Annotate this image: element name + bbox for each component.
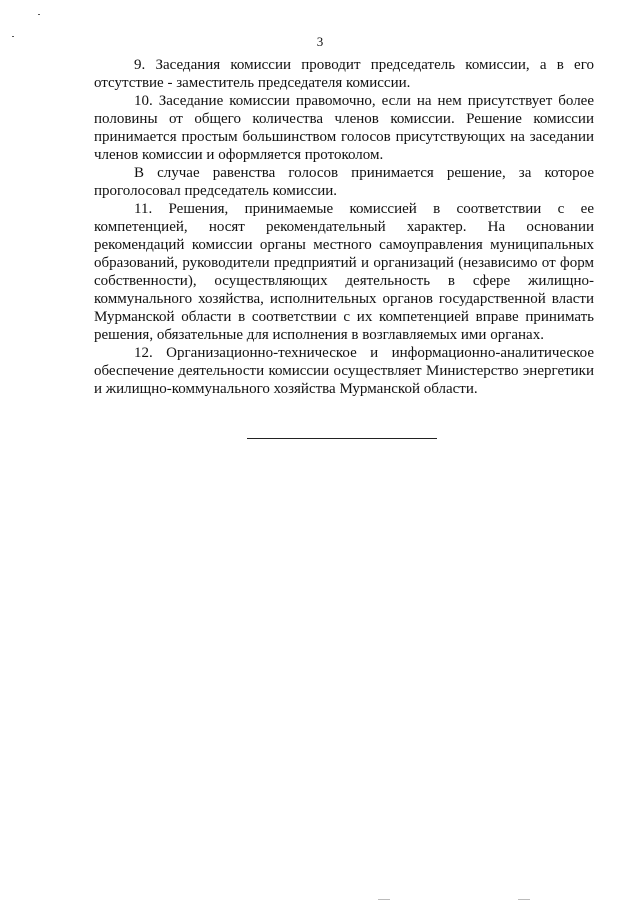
- paragraph-item-9: 9. Заседания комиссии проводит председатель комиссии, а в его отсутствие - заместитель председателя комиссии.: [94, 57, 594, 91]
- end-of-document-rule: [247, 438, 437, 439]
- scan-artifact: [378, 899, 390, 900]
- paragraph-item-12: 12. Организационно-техническое и информационно-аналитическое обеспечение деятельности комиссии осуществляет Министерство энергетики и жилищно-коммунального хозяйства Мурманской области.: [94, 345, 594, 397]
- paragraph-item-10: 10. Заседание комиссии правомочно, если на нем присутствует более половины от общего количества членов комиссии. Решение комиссии принимается простым большинством голосов присутствующих на заседании членов комиссии и оформляется протоколом.: [94, 93, 594, 163]
- scan-artifact: [38, 14, 40, 15]
- document-body: [94, 56, 594, 398]
- paragraph-item-11: 11. Решения, принимаемые комиссией в соответствии с ее компетенцией, носят рекомендательный характер. На основании рекомендаций комиссии органы местного самоуправления муниципальных образований, руководители предприятий и организаций (независимо от форм собственности), осуществляющих деятельность в сфере жилищно-коммунального хозяйства, исполнительных органов государственной власти Мурманской области в соответствии с их компетенцией вправе принимать решения, обязательные для исполнения в возглавляемых ими органах.: [94, 201, 594, 343]
- page-number: 3: [316, 34, 324, 49]
- scan-artifact: [518, 899, 530, 900]
- paragraph-tie-vote: В случае равенства голосов принимается решение, за которое проголосовал председатель комиссии.: [94, 165, 594, 199]
